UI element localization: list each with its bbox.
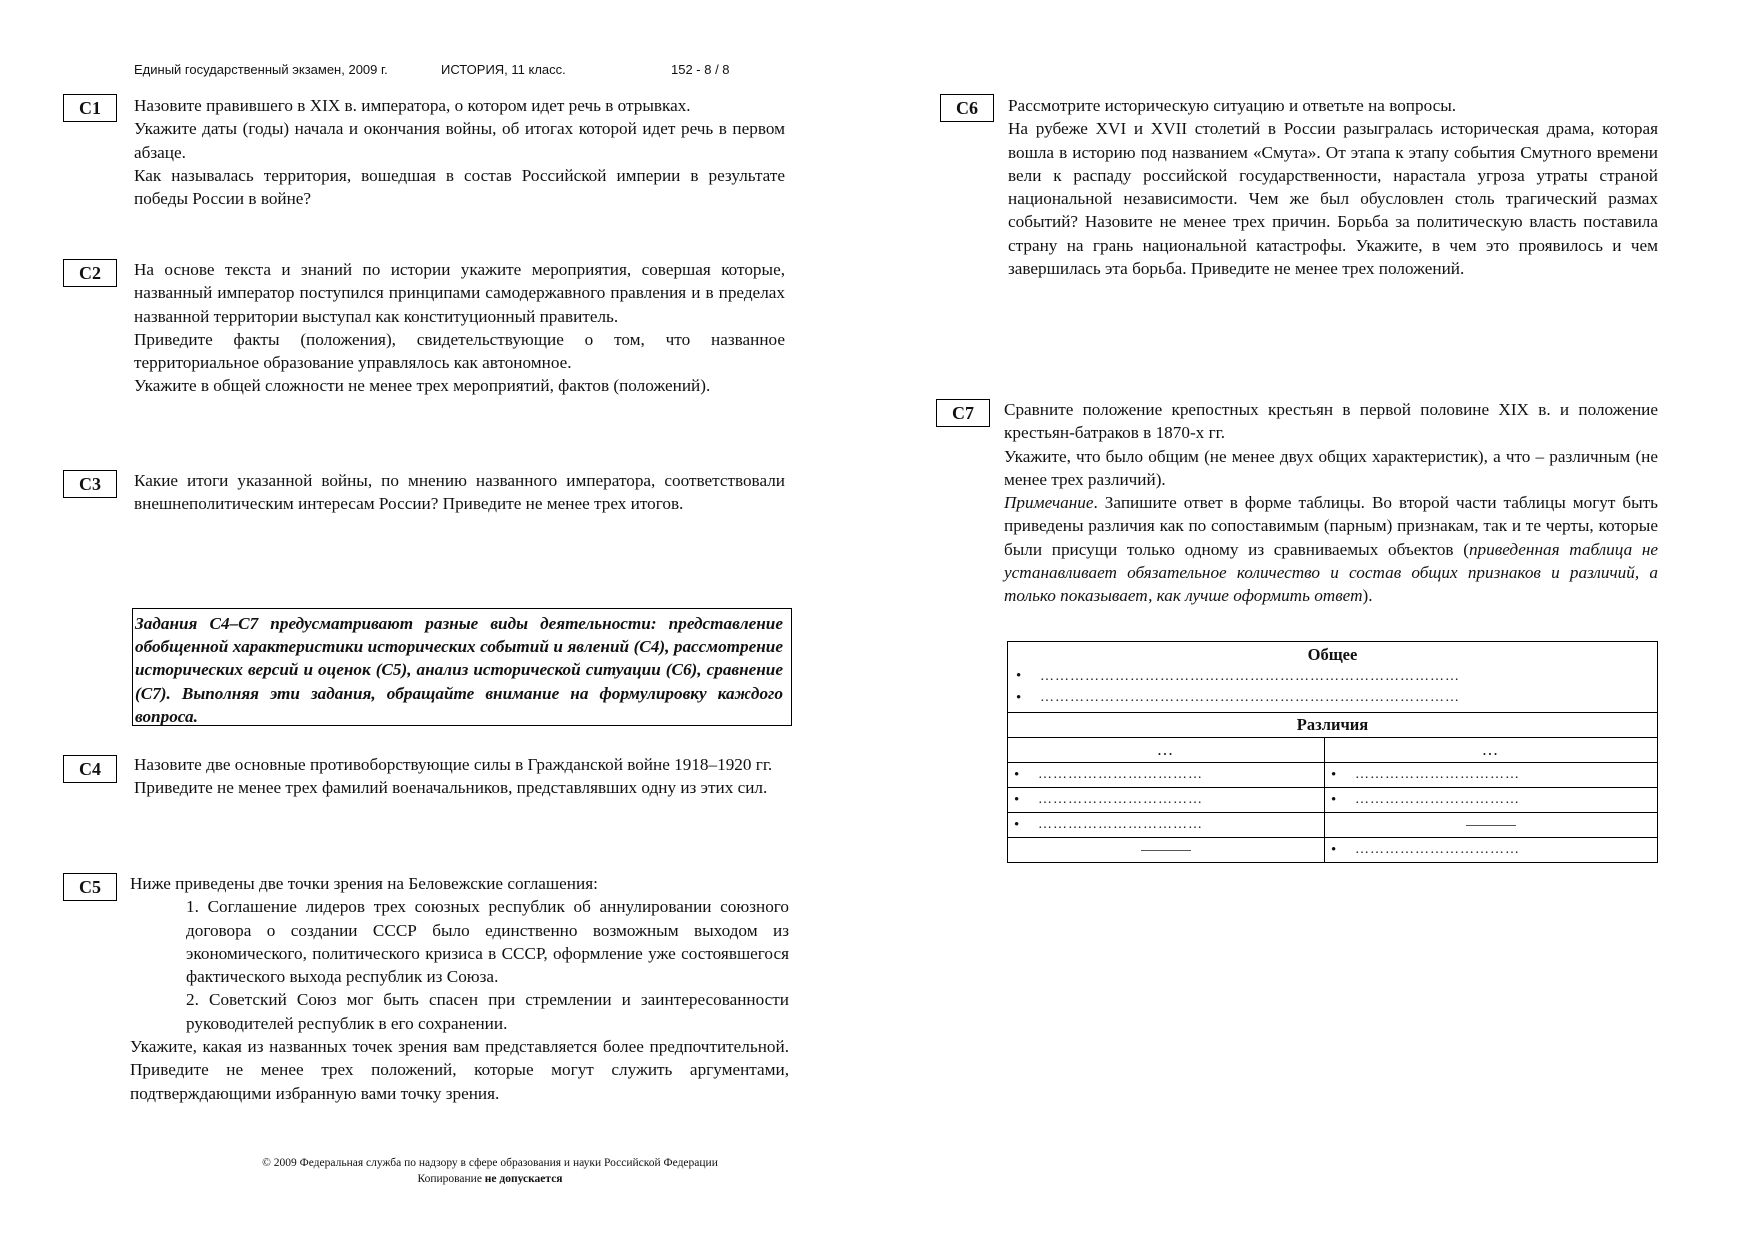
copying-notice-prefix: Копирование: [417, 1173, 485, 1185]
task-label-c7: C7: [936, 399, 990, 427]
task-c1-line-2: Укажите даты (годы) начала и окончания войны, об итогах которой идет речь в первом абзаце.: [134, 119, 785, 162]
instructions-notice-text: Задания С4–С7 предусматривают разные виды деятельности: представление обобщенной характеристики исторических событий и явлений (С4), рассмотрение исторических версий и оценок (С5), анализ исторической ситуации (С6), сравнение (С7). Выполняя эти задания, обращайте внимание на формулировку каждого вопроса.: [135, 614, 783, 726]
task-c5-question: Укажите, какая из названных точек зрения вам представляется более предпочтительной. Приведите не менее трех положений, которые могут служить аргументами, подтверждающими избранную вами точку зрения.: [130, 1037, 789, 1103]
diff-dots: ……………………………: [1038, 817, 1203, 832]
page-number: 152 - 8 / 8: [671, 62, 730, 77]
task-c7-note: [1004, 491, 1658, 607]
comparison-table: [1007, 641, 1658, 863]
task-c6-text: [1008, 94, 1658, 280]
diff-row-3-right: [1325, 813, 1658, 838]
diff-header: Различия: [1008, 713, 1658, 738]
diff-dots: ……………………………: [1038, 792, 1203, 807]
task-label-c1: C1: [63, 94, 117, 122]
task-c4-text: [134, 753, 785, 800]
bullet-icon: •: [1331, 841, 1337, 858]
bullet-icon: •: [1331, 791, 1337, 808]
diff-row-3-left: [1008, 813, 1325, 838]
diff-row-1-left: [1008, 763, 1325, 788]
task-c7-text: [1004, 398, 1658, 608]
diff-row-4-left: [1008, 838, 1325, 863]
instructions-notice-box: [132, 608, 792, 726]
task-c7-note-italic: приведенная таблица не устанавливает обязательное количество и состав общих признаков и различий, а только показывает, как лучше оформить ответ: [1004, 539, 1658, 606]
task-c7-note-label: Примечание: [1004, 493, 1094, 513]
bullet-icon: •: [1014, 766, 1020, 783]
common-header: Общее: [1307, 645, 1358, 664]
diff-col-1-header: …: [1008, 738, 1325, 763]
diff-dots: ……………………………: [1355, 767, 1520, 782]
task-c4-line-2: Приведите не менее трех фамилий военачальников, представлявших одну из этих сил.: [134, 778, 768, 798]
task-c2-line-1: На основе текста и знаний по истории укажите мероприятия, совершая которые, названный император поступился принципами самодержавного правления и в пределах названной территории выступал как конституционный правитель.: [134, 260, 785, 326]
task-c7-line-2: Укажите, что было общим (не менее двух общих характеристик), а что – различным (не менее трех различий).: [1004, 446, 1658, 489]
task-c2-text: [134, 258, 785, 398]
task-c7-note-text: . Запишите ответ в форме таблицы. Во второй части таблицы могут быть приведены различия как по сопоставимым (парным) признакам, так и те черты, которые были присущи только одному из сравниваемых объектов (: [1004, 493, 1658, 559]
task-c5-text: [130, 872, 789, 1105]
common-row-2: [1016, 688, 1649, 708]
empty-dash: [1466, 825, 1516, 826]
task-c1-line-1: Назовите правившего в XIX в. императора, о котором идет речь в отрывках.: [134, 96, 691, 115]
diff-dots: ……………………………: [1355, 792, 1520, 807]
empty-dash: [1141, 850, 1191, 851]
task-c5-point-1: 1. Соглашение лидеров трех союзных республик об аннулировании союзного договора о создании СССР было единственно возможным выходом из экономического, политического кризиса в СССР, оформление уже состоявшегося фактического выхода республик из Союза.: [186, 897, 789, 987]
task-c3-text: [134, 469, 785, 516]
task-label-c5: C5: [63, 873, 117, 901]
copying-notice: [160, 1171, 820, 1187]
task-c6-intro: Рассмотрите историческую ситуацию и ответьте на вопросы.: [1008, 96, 1457, 115]
task-c5-intro: Ниже приведены две точки зрения на Беловежские соглашения:: [130, 874, 598, 893]
task-label-c3: C3: [63, 470, 117, 498]
task-c4-line-1: Назовите две основные противоборствующие силы в Гражданской войне 1918–1920 гг.: [134, 755, 773, 774]
bullet-icon: •: [1016, 668, 1022, 684]
bullet-icon: •: [1331, 766, 1337, 783]
task-c1-line-3: Как называлась территория, вошедшая в состав Российской империи в результате победы России в войне?: [134, 165, 785, 209]
exam-title: Единый государственный экзамен, 2009 г.: [134, 62, 388, 77]
task-c1-text: [134, 94, 785, 210]
bullet-icon: •: [1016, 689, 1022, 706]
copying-notice-emphasis: не допускается: [484, 1173, 563, 1185]
common-row-1-dots: …………………………………………………………………………: [1040, 668, 1460, 684]
diff-row-2-right: [1325, 788, 1658, 813]
diff-row-4-right: [1325, 838, 1658, 863]
diff-col-2-header: …: [1325, 738, 1658, 763]
task-c7-line-1: Сравните положение крепостных крестьян в первой половине XIX в. и положение крестьян-батраков в 1870-х гг.: [1004, 400, 1658, 443]
task-c3-line-1: Какие итоги указанной войны, по мнению названного императора, соответствовали внешнеполитическим интересам России? Приведите не менее трех итогов.: [134, 471, 785, 514]
diff-row-2-left: [1008, 788, 1325, 813]
task-label-c2: C2: [63, 259, 117, 287]
task-label-c4: C4: [63, 755, 117, 783]
diff-row-1-right: [1325, 763, 1658, 788]
copyright-line: © 2009 Федеральная служба по надзору в сфере образования и науки Российской Федерации: [262, 1157, 718, 1169]
task-c7-note-end: ).: [1362, 586, 1373, 606]
task-c6-body: На рубеже XVI и XVII столетий в России разыгралась историческая драма, которая вошла в историю под названием «Смута». От этапа к этапу события Смутного времени вели к распаду российской государственности, нарастала угроза утраты страной национальной независимости. Чем же был обусловлен столь трагический размах событий? Назовите не менее трех причин. Борьба за политическую власть поставила страну на грань национальной катастрофы. Укажите, в чем это проявилось и чем завершилась эта борьба. Приведите не менее трех положений.: [1008, 119, 1658, 279]
common-row-1: [1016, 665, 1649, 688]
common-row-2-dots: …………………………………………………………………………: [1040, 690, 1460, 705]
task-c2-line-2: Приведите факты (положения), свидетельствующие о том, что названное территориальное образование управлялось как автономное.: [134, 329, 785, 373]
bullet-icon: •: [1014, 791, 1020, 808]
bullet-icon: •: [1014, 816, 1020, 833]
diff-dots: ……………………………: [1038, 767, 1203, 782]
diff-dots: ……………………………: [1355, 842, 1520, 857]
common-section: [1008, 642, 1658, 713]
task-c2-line-3: Укажите в общей сложности не менее трех мероприятий, фактов (положений).: [134, 376, 711, 396]
task-c5-point-2: 2. Советский Союз мог быть спасен при стремлении и заинтересованности руководителей республик в его сохранении.: [186, 990, 789, 1033]
task-label-c6: C6: [940, 94, 994, 122]
exam-subject: ИСТОРИЯ, 11 класс.: [441, 62, 566, 77]
